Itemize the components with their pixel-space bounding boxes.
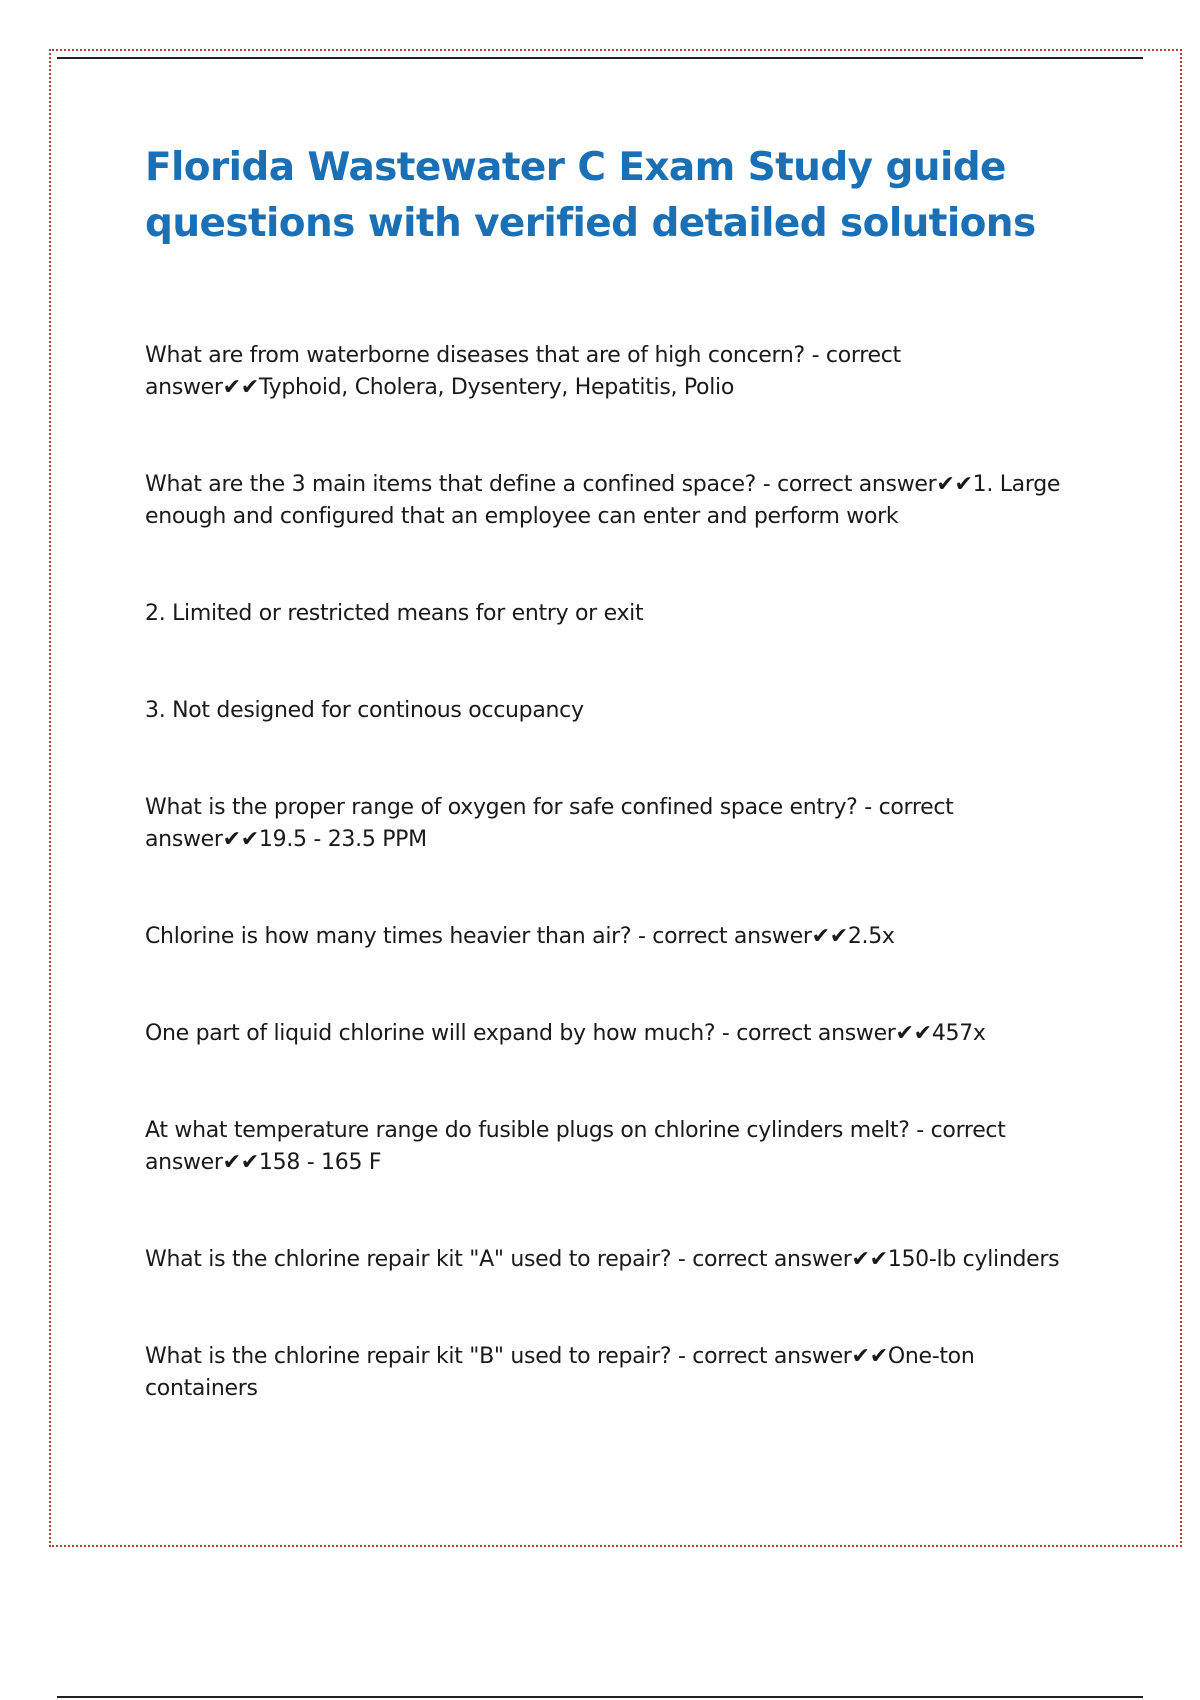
qa-item: Chlorine is how many times heavier than air? - correct answer✔✔2.5x: [145, 924, 895, 949]
qa-item: One part of liquid chlorine will expand by how much? - correct answer✔✔457x: [145, 1021, 986, 1046]
qa-item: What is the proper range of oxygen for safe confined space entry? - correct answer✔✔19.5 - 23.5 PPM: [145, 795, 954, 852]
qa-item: What is the chlorine repair kit "A" used to repair? - correct answer✔✔150-lb cylinders: [145, 1247, 1060, 1272]
qa-list: [145, 340, 1085, 1470]
qa-item: What are from waterborne diseases that are of high concern? - correct answer✔✔Typhoid, Cholera, Dysentery, Hepatitis, Polio: [145, 343, 901, 400]
document-title: Florida Wastewater C Exam Study guide questions with verified detailed solutions: [145, 145, 1036, 246]
footer-rule: [57, 1696, 1143, 1698]
qa-item: At what temperature range do fusible plugs on chlorine cylinders melt? - correct answer✔✔158 - 165 F: [145, 1118, 1006, 1175]
qa-item: What is the chlorine repair kit "B" used to repair? - correct answer✔✔One-ton containers: [145, 1344, 975, 1401]
header-rule: [57, 57, 1143, 59]
qa-item: 3. Not designed for continous occupancy: [145, 698, 584, 723]
qa-item: What are the 3 main items that define a confined space? - correct answer✔✔1. Large enough and configured that an employee can enter and perform work: [145, 472, 1061, 529]
qa-item: 2. Limited or restricted means for entry or exit: [145, 601, 644, 626]
